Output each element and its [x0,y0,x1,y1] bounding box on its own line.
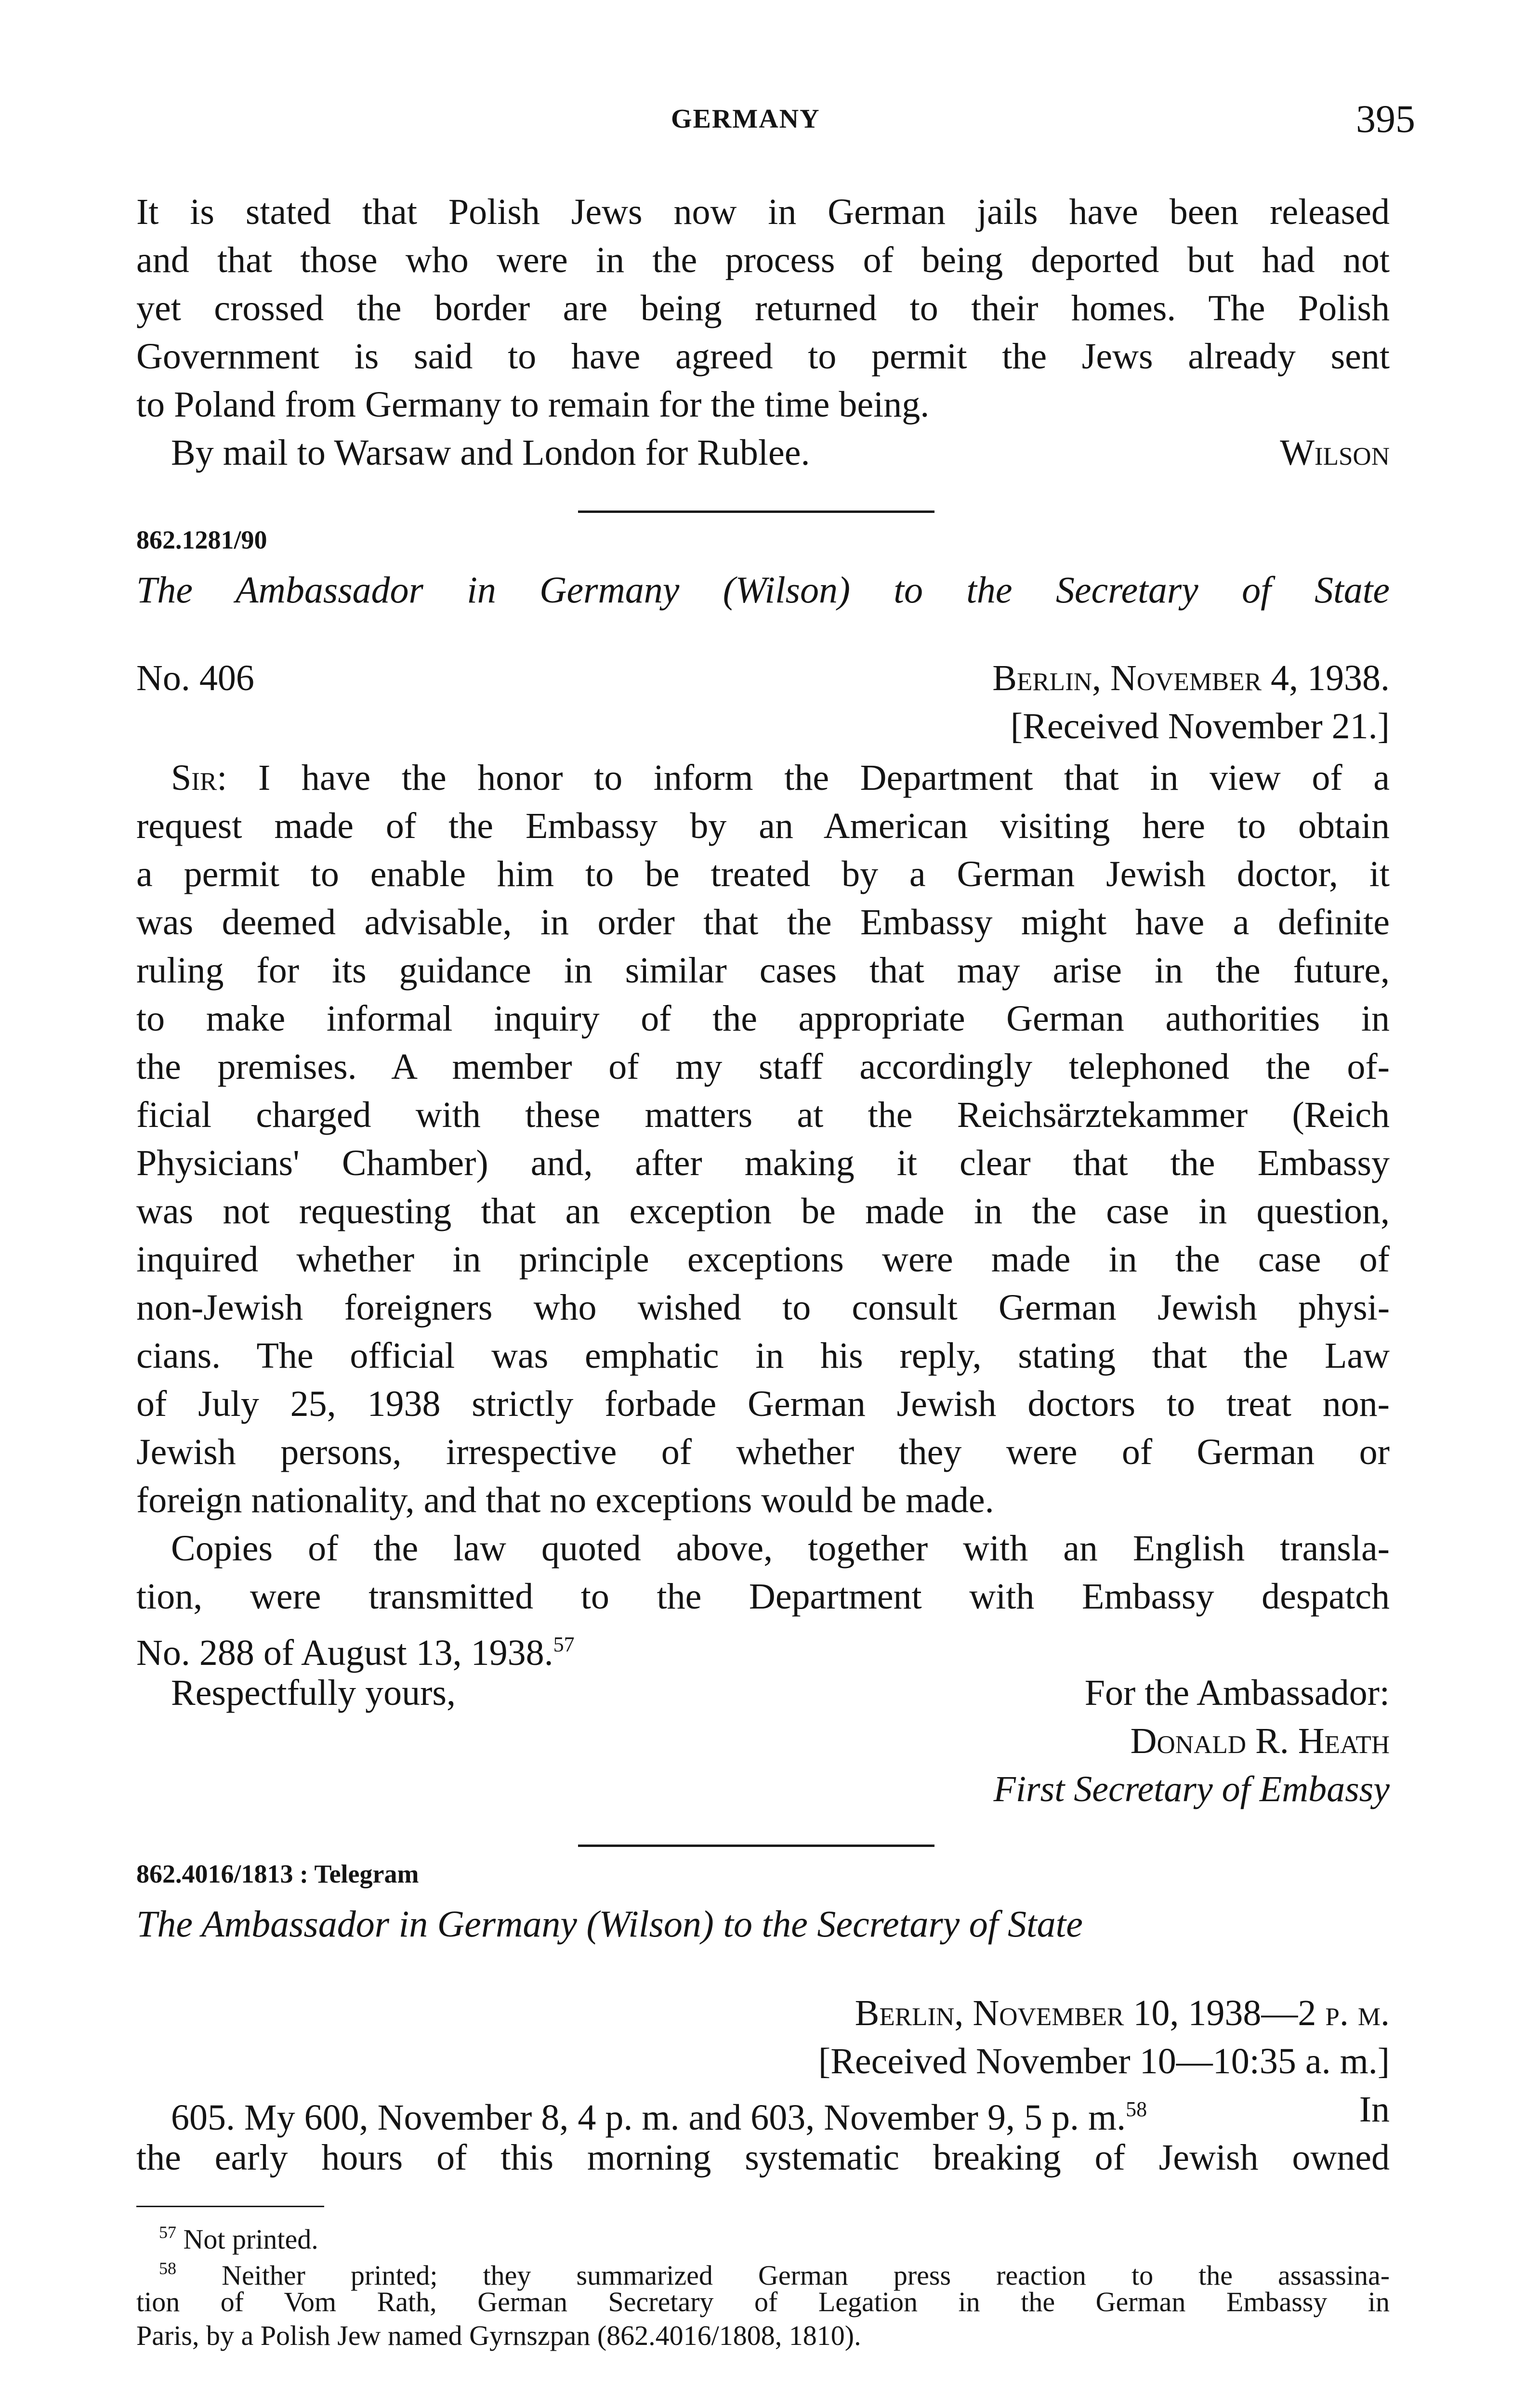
doc1-copies-line-3-text: No. 288 of August 13, 1938. [136,1633,553,1673]
intro-line-1: It is stated that Polish Jews now in German jails have been released [136,192,1390,232]
intro-signature: Wilson [1280,432,1390,473]
doc1-body-line-9: Physicians' Chamber) and, after making it clear that the Embassy [136,1143,1390,1183]
doc2-title: The Ambassador in Germany (Wilson) to the Secretary of State [136,1903,1083,1945]
intro-line-3: yet crossed the border are being returned to their homes. The Polish [136,288,1390,328]
doc1-signer-title: First Secretary of Embassy [993,1769,1390,1809]
intro-line-2: and that those who were in the process of being deported but had not [136,240,1390,280]
doc2-received: [Received November 10—10:35 a. m.] [818,2041,1390,2081]
intro-line-4: Government is said to have agreed to permit the Jews already sent [136,336,1390,377]
doc1-body-line-5: ruling for its guidance in similar cases that may arise in the future, [136,950,1390,991]
doc1-body-line-14: of July 25, 1938 strictly forbade German Jewish doctors to treat non- [136,1384,1390,1424]
doc1-received: [Received November 21.] [1010,706,1390,746]
doc1-body-line-16: foreign nationality, and that no exceptions would be made. [136,1480,994,1520]
footnote-ref-58[interactable]: 58 [1126,2097,1147,2121]
section-divider-1 [578,510,934,513]
doc1-copies-line-2: tion, were transmitted to the Department with Embassy despatch [136,1576,1390,1617]
doc1-body-line-7: the premises. A member of my staff accordingly telephoned the of- [136,1047,1390,1087]
doc1-place-date [992,657,1390,699]
footnote-57-text: Not printed. [183,2224,318,2255]
running-title: GERMANY [671,104,820,134]
doc1-salutation: Sir: [171,758,227,798]
doc1-body-line-6: to make informal inquiry of the appropriate German authorities in [136,998,1390,1039]
doc1-closing: Respectfully yours, [171,1673,456,1713]
doc2-line-1-text: 605. My 600, November 8, 4 p. m. and 603, November 9, 5 p. m. [171,2097,1126,2138]
doc1-body-line-11: inquired whether in principle exceptions were made in the case of [136,1239,1390,1280]
page-number: 395 [1356,97,1415,141]
footnote-divider [136,2206,324,2207]
section-divider-2 [578,1845,934,1847]
footnote-58-line-2: tion of Vom Rath, German Secretary of Legation in the German Embassy in [136,2286,1390,2317]
doc1-number: No. 406 [136,658,254,698]
doc2-place-date-text: Berlin, November 10, 1938—2 p. m. [855,1993,1390,2033]
doc1-body-line-1-text: I have the honor to inform the Department that in view of a [258,758,1390,798]
doc1-copies-line-1: Copies of the law quoted above, together with an English transla- [171,1528,1390,1569]
footnote-57-mark: 57 [159,2223,176,2242]
doc2-file-number: 862.4016/1813 : Telegram [136,1859,419,1888]
doc1-title: The Ambassador in Germany (Wilson) to the Secretary of State [136,569,1390,611]
doc1-body-line-1 [171,754,1390,802]
footnote-58-mark: 58 [159,2259,176,2278]
doc2-line-2: the early hours of this morning systematic breaking of Jewish owned [136,2137,1390,2178]
doc1-body-line-12: non-Jewish foreigners who wished to consult German Jewish physi- [136,1287,1390,1328]
footnote-ref-57[interactable]: 57 [553,1633,575,1656]
doc1-body-line-8: ficial charged with these matters at the Reichsärztekammer (Reich [136,1095,1390,1135]
doc1-signer: Donald R. Heath [1130,1721,1390,1761]
footnote-58-line-3: Paris, by a Polish Jew named Gyrnszpan (862.4016/1808, 1810). [136,2320,861,2351]
doc2-place-date [855,1989,1390,2037]
footnote-57 [159,2215,318,2256]
doc1-place-date-text: Berlin, November 4, 1938. [992,658,1390,698]
doc1-body-line-3: a permit to enable him to be treated by a German Jewish doctor, it [136,854,1390,894]
doc1-file-number: 862.1281/90 [136,525,267,554]
doc1-body-line-4: was deemed advisable, in order that the Embassy might have a definite [136,902,1390,942]
intro-line-5: to Poland from Germany to remain for the time being. [136,384,930,425]
doc1-body-line-13: cians. The official was emphatic in his reply, stating that the Law [136,1335,1390,1376]
doc1-body-line-10: was not requesting that an exception be made in the case in question, [136,1191,1390,1231]
doc1-body-line-2: request made of the Embassy by an American visiting here to obtain [136,806,1390,846]
doc1-for-ambassador: For the Ambassador: [1084,1673,1390,1713]
footnote-58-line-1-text: Neither printed; they summarized German press reaction to the assassina- [222,2260,1390,2291]
doc2-line-1-end: In [1359,2089,1390,2130]
doc1-body-line-15: Jewish persons, irrespective of whether they were of German or [136,1432,1390,1472]
intro-mail-line: By mail to Warsaw and London for Rublee. [171,432,810,473]
